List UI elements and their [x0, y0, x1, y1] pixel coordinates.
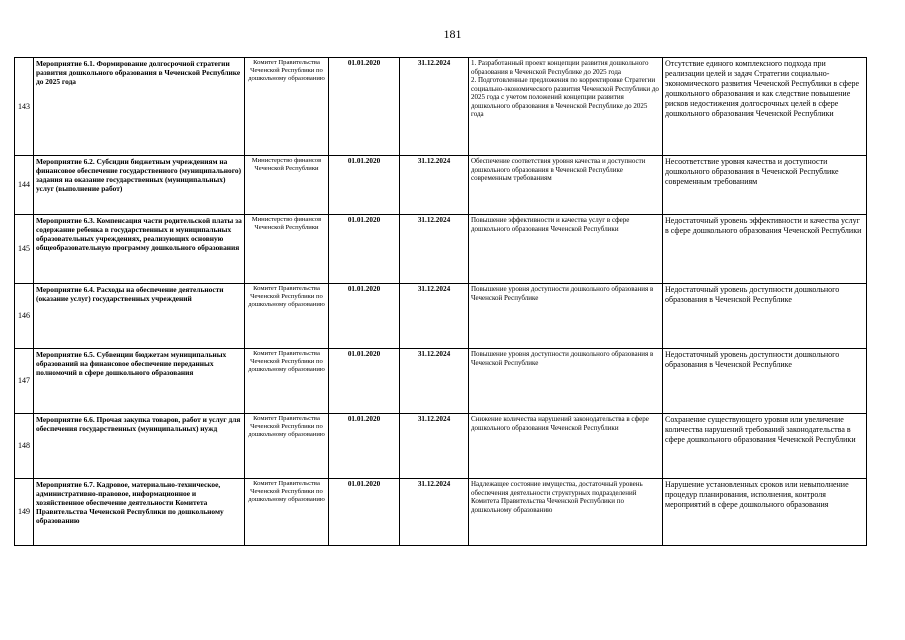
executor: Министерство финансов Чеченской Республики — [245, 156, 329, 215]
expected-result — [469, 284, 663, 349]
result-line: 2. Подготовленные предложения по корректировке Стратегии социально-экономического развития Чеченской Республики до 2025 года с учетом положений концепции развития дошкольного образования в Чеченской Республике до 2025 года — [471, 76, 659, 119]
result-line: Повышение уровня доступности дошкольного образования в Чеченской Республике — [471, 350, 654, 367]
consequences: Сохранение существующего уровня или увеличение количества нарушений требований законодательства в сфере дошкольного образования Чеченской Республики — [663, 414, 867, 479]
row-number: 143 — [15, 58, 34, 156]
consequences: Недостаточный уровень доступности дошкольного образования в Чеченской Республике — [663, 284, 867, 349]
result-line: Обеспечение соответствия уровня качества и доступности дошкольного образования в Чеченской Республике современным требованиям — [471, 157, 646, 183]
end-date: 31.12.2024 — [400, 479, 469, 546]
expected-result — [469, 58, 663, 156]
expected-result — [469, 156, 663, 215]
table-row — [15, 349, 867, 414]
result-line: Повышение уровня доступности дошкольного образования в Чеченской Республике — [471, 285, 654, 302]
start-date: 01.01.2020 — [329, 349, 400, 414]
expected-result — [469, 414, 663, 479]
end-date: 31.12.2024 — [400, 58, 469, 156]
end-date: 31.12.2024 — [400, 414, 469, 479]
start-date: 01.01.2020 — [329, 414, 400, 479]
result-line: Снижение количества нарушений законодательства в сфере дошкольного образования Чеченской Республики — [471, 415, 649, 432]
table-row — [15, 414, 867, 479]
start-date: 01.01.2020 — [329, 58, 400, 156]
consequences: Нарушение установленных сроков или невыполнение процедур планирования, исполнения, контроля мероприятий в сфере дошкольного образования — [663, 479, 867, 546]
expected-result — [469, 215, 663, 284]
result-line: Повышение эффективности и качества услуг в сфере дошкольного образования Чеченской Республики — [471, 216, 630, 233]
executor: Комитет Правительства Чеченской Республики по дошкольному образованию — [245, 414, 329, 479]
executor: Министерство финансов Чеченской Республики — [245, 215, 329, 284]
row-number: 144 — [15, 156, 34, 215]
start-date: 01.01.2020 — [329, 479, 400, 546]
event-name: Мероприятие 6.4. Расходы на обеспечение деятельности (оказание услуг) государственных учреждений — [34, 284, 245, 349]
end-date: 31.12.2024 — [400, 215, 469, 284]
event-name: Мероприятие 6.2. Субсидии бюджетным учреждениям на финансовое обеспечение государственного (муниципального) задания на оказание государственных (муниципальных) услуг (выполнение работ) — [34, 156, 245, 215]
consequences: Недостаточный уровень доступности дошкольного образования в Чеченской Республике — [663, 349, 867, 414]
row-number: 145 — [15, 215, 34, 284]
expected-result — [469, 479, 663, 546]
consequences: Отсутствие единого комплексного подхода при реализации целей и задач Стратегии социально-экономического развития Чеченской Республики в сфере дошкольного образования и как следствие повышение рисков недостижения долгосрочных целей в сфере дошкольного образования Чеченской Республики — [663, 58, 867, 156]
consequences: Несоответствие уровня качества и доступности дошкольного образования в Чеченской Республике современным требованиям — [663, 156, 867, 215]
table-row — [15, 479, 867, 546]
executor: Комитет Правительства Чеченской Республики по дошкольному образованию — [245, 58, 329, 156]
event-name: Мероприятие 6.3. Компенсация части родительской платы за содержание ребенка в государственных и муниципальных образовательных учреждениях, реализующих основную общеобразовательную программу дошкольного образования — [34, 215, 245, 284]
event-name: Мероприятие 6.1. Формирование долгосрочной стратегии развития дошкольного образования в Чеченской Республике до 2025 года — [34, 58, 245, 156]
event-name: Мероприятие 6.5. Субвенции бюджетам муниципальных образований на финансовое обеспечение переданных полномочий в сфере дошкольного образования — [34, 349, 245, 414]
table-row — [15, 156, 867, 215]
row-number: 147 — [15, 349, 34, 414]
row-number: 148 — [15, 414, 34, 479]
end-date: 31.12.2024 — [400, 284, 469, 349]
event-name: Мероприятие 6.6. Прочая закупка товаров, работ и услуг для обеспечения государственных (муниципальных) нужд — [34, 414, 245, 479]
consequences: Недостаточный уровень эффективности и качества услуг в сфере дошкольного образования Чеченской Республики — [663, 215, 867, 284]
event-name: Мероприятие 6.7. Кадровое, материально-техническое, административно-правовое, информационное и хозяйственное обеспечение деятельности Комитета Правительства Чеченской Республики по дошкольному образованию — [34, 479, 245, 546]
expected-result — [469, 349, 663, 414]
row-number: 149 — [15, 479, 34, 546]
activities-table — [14, 57, 867, 546]
start-date: 01.01.2020 — [329, 284, 400, 349]
executor: Комитет Правительства Чеченской Республики по дошкольному образованию — [245, 349, 329, 414]
start-date: 01.01.2020 — [329, 215, 400, 284]
table-row — [15, 58, 867, 156]
table-row — [15, 284, 867, 349]
executor: Комитет Правительства Чеченской Республики по дошкольному образованию — [245, 479, 329, 546]
end-date: 31.12.2024 — [400, 349, 469, 414]
row-number: 146 — [15, 284, 34, 349]
table-row — [15, 215, 867, 284]
result-line: Надлежащее состояние имущества, достаточный уровень обеспечения деятельности структурных подразделений Комитета Правительства Чеченской Республики по дошкольному образованию — [471, 480, 643, 514]
page-number: 181 — [443, 27, 462, 41]
executor: Комитет Правительства Чеченской Республики по дошкольному образованию — [245, 284, 329, 349]
end-date: 31.12.2024 — [400, 156, 469, 215]
result-line: 1. Разработанный проект концепции развития дошкольного образования в Чеченской Республике до 2025 года — [471, 59, 649, 76]
start-date: 01.01.2020 — [329, 156, 400, 215]
